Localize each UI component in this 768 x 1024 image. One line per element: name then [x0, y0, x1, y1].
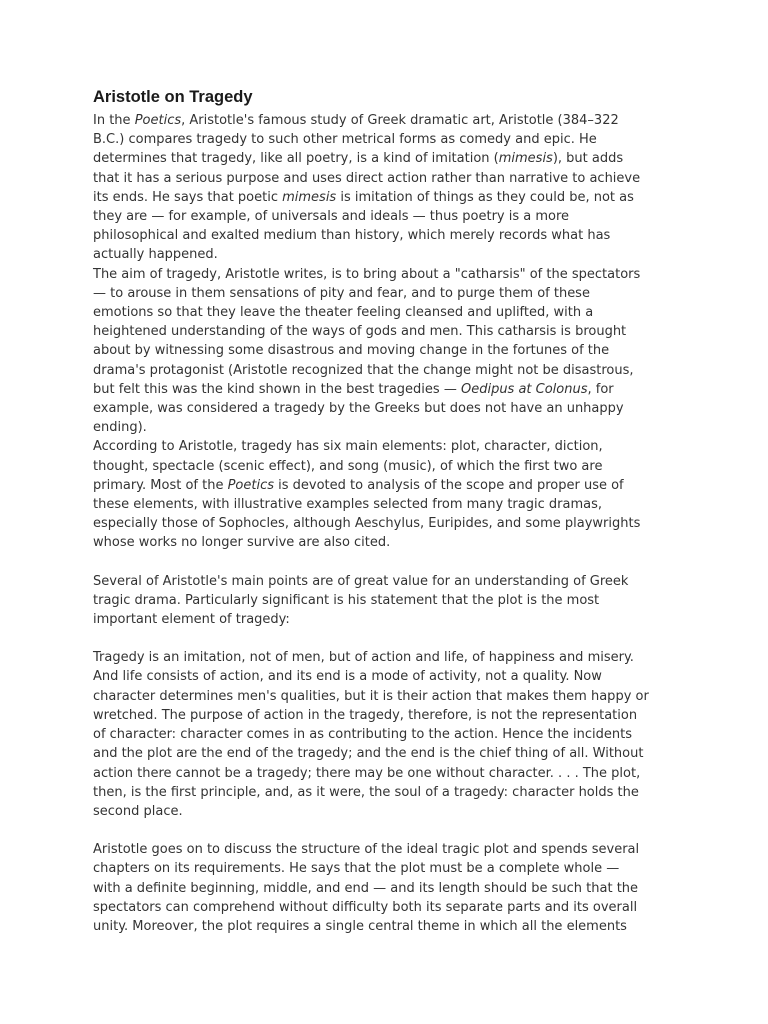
text-line: that it has a serious purpose and uses direct action rather than narrative to achieve	[93, 170, 641, 186]
paragraph-poetics-intro	[93, 111, 683, 265]
text-line: Aristotle goes on to discuss the structure of the ideal tragic plot and spends several	[93, 842, 640, 858]
text-run: primary. Most of the	[93, 477, 228, 493]
italic-term: Poetics	[134, 113, 182, 128]
text-line: wretched. The purpose of action in the tragedy, therefore, is not the representation	[93, 707, 638, 723]
text-line: about by witnessing some disastrous and moving change in the fortunes of the	[93, 343, 610, 359]
text-run: is devoted to analysis of the scope and proper use of	[274, 477, 624, 493]
text-line: they are — for example, of universals and ideals — thus poetry is a more	[93, 209, 570, 225]
text-line: spectators can comprehend without difficulty both its separate parts and its overall	[93, 899, 638, 915]
italic-term: mimesis	[282, 189, 337, 205]
text-line: tragic drama. Particularly significant is his statement that the plot is the most	[93, 592, 600, 608]
text-line: second place.	[93, 803, 183, 819]
text-line: of character: character comes in as contributing to the action. Hence the incidents	[93, 727, 632, 743]
text-line	[93, 476, 683, 495]
text-line: unity. Moreover, the plot requires a single central theme in which all the elements	[93, 918, 627, 934]
text-line: ending).	[93, 420, 147, 436]
text-line: — to arouse in them sensations of pity and fear, and to purge them of these	[93, 285, 590, 301]
italic-term: mimesis	[498, 151, 553, 167]
italic-term: Poetics	[227, 477, 275, 493]
text-run: determines that tragedy, like all poetry, is a kind of imitation (	[93, 151, 499, 167]
text-line: philosophical and exalted medium than history, which merely records what has	[93, 228, 611, 244]
text-line	[93, 188, 683, 207]
text-run: ), but adds	[552, 151, 624, 167]
text-line: and the plot are the end of the tragedy; and the end is the chief thing of all. Without	[93, 746, 644, 762]
text-run: is imitation of things as they could be, not as	[336, 189, 634, 205]
text-line: important element of tragedy:	[93, 612, 290, 628]
text-line: chapters on its requirements. He says that the plot must be a complete whole —	[93, 861, 620, 877]
text-line: whose works no longer survive are also cited.	[93, 535, 391, 551]
text-line: example, was considered a tragedy by the Greeks but does not have an unhappy	[93, 401, 624, 417]
page-title: Aristotle on Tragedy	[93, 88, 253, 106]
text-line: B.C.) compares tragedy to such other metrical forms as comedy and epic. He	[93, 132, 597, 148]
text-line: then, is the first principle, and, as it were, the soul of a tragedy: character holds the	[93, 784, 639, 800]
text-run: , Aristotle's famous study of Greek dramatic art, Aristotle (384–322	[181, 113, 619, 128]
italic-title: Oedipus at Colonus	[460, 381, 588, 397]
paragraph-quotation	[93, 648, 683, 821]
text-line: actually happened.	[93, 247, 218, 263]
text-line: emotions so that they leave the theater feeling cleansed and uplifted, with a	[93, 305, 594, 321]
text-line: with a definite beginning, middle, and end — and its length should be such that the	[93, 880, 639, 896]
text-line: The aim of tragedy, Aristotle writes, is to bring about a "catharsis" of the spectators	[93, 266, 641, 282]
document-page	[93, 87, 683, 936]
paragraph-catharsis	[93, 265, 683, 438]
text-run: but felt this was the kind shown in the best tragedies —	[93, 381, 461, 397]
text-line	[93, 149, 683, 168]
text-line: According to Aristotle, tragedy has six main elements: plot, character, diction,	[93, 439, 603, 455]
text-line: action there cannot be a tragedy; there may be one without character. . . . The plot,	[93, 765, 641, 781]
text-line	[93, 111, 683, 130]
paragraph-main-points	[93, 572, 683, 630]
paragraph-six-elements	[93, 437, 683, 552]
text-line: And life consists of action, and its end is a mode of activity, not a quality. Now	[93, 669, 602, 685]
text-run: , for	[587, 381, 614, 397]
text-line: drama's protagonist (Aristotle recognized that the change might not be disastrous,	[93, 362, 634, 378]
text-line: these elements, with illustrative examples selected from many tragic dramas,	[93, 497, 602, 513]
text-run: its ends. He says that poetic	[93, 189, 283, 205]
text-line: character determines men's qualities, but it is their action that makes them happy or	[93, 688, 649, 704]
text-line: heightened understanding of the ways of gods and men. This catharsis is brought	[93, 324, 627, 340]
paragraph-plot-structure	[93, 840, 683, 936]
text-line: Tragedy is an imitation, not of men, but of action and life, of happiness and misery.	[93, 650, 634, 666]
text-line: especially those of Sophocles, although Aeschylus, Euripides, and some playwrights	[93, 516, 641, 532]
text-run: In the	[93, 113, 135, 128]
text-line: Several of Aristotle's main points are of great value for an understanding of Greek	[93, 573, 629, 589]
text-line	[93, 380, 683, 399]
text-line: thought, spectacle (scenic effect), and song (music), of which the first two are	[93, 458, 603, 474]
